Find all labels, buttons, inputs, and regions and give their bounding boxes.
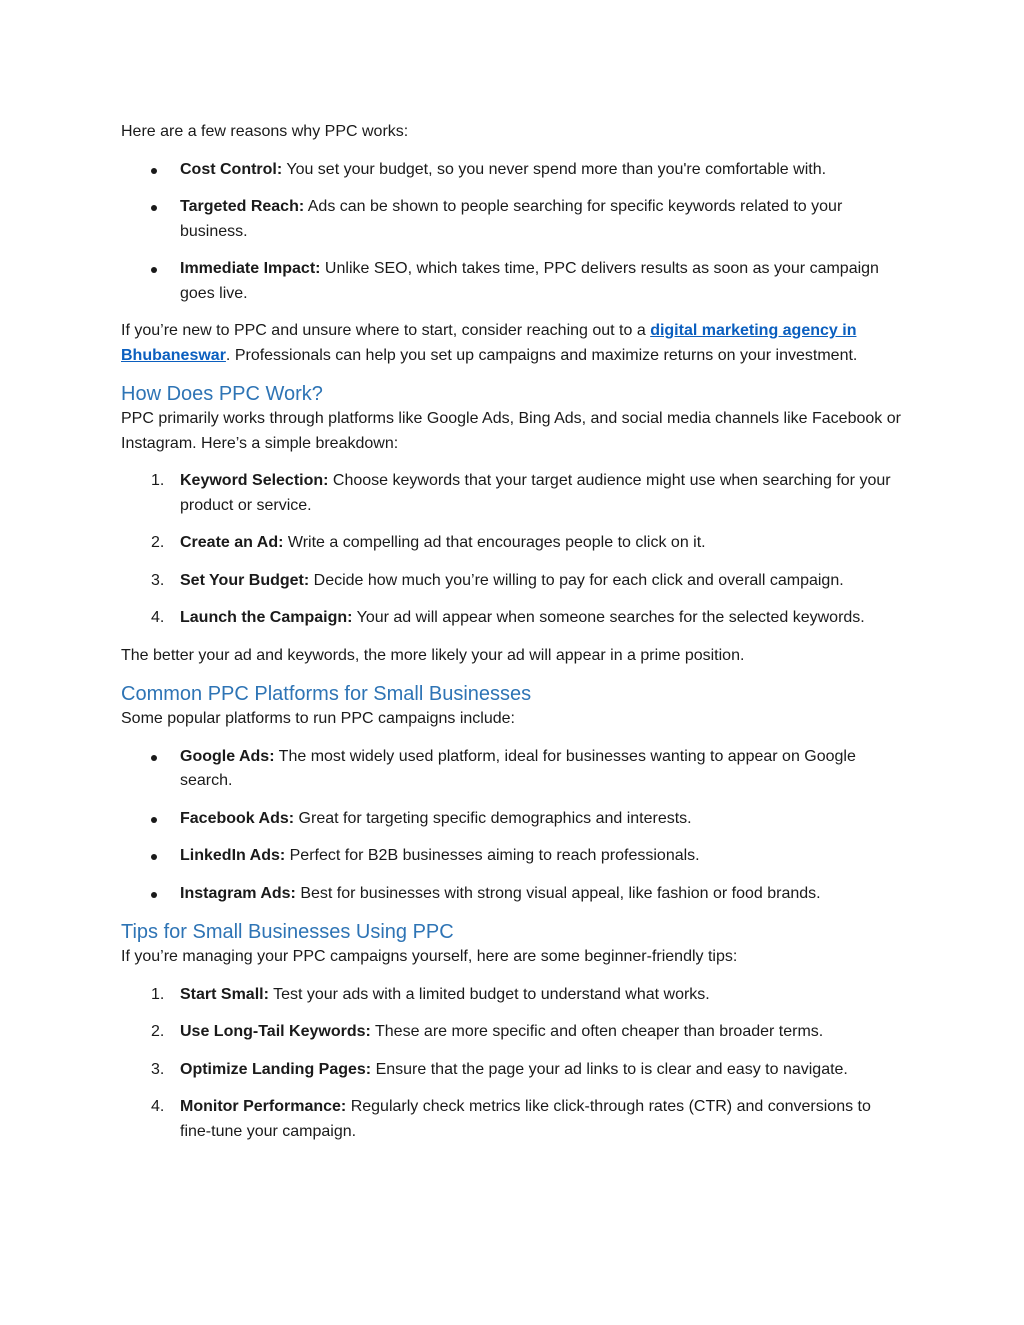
item-term: Targeted Reach:: [180, 198, 305, 215]
list-item: [121, 158, 903, 183]
item-term: Monitor Performance:: [180, 1098, 347, 1115]
item-term: LinkedIn Ads:: [180, 847, 286, 864]
platforms-intro: Some popular platforms to run PPC campaigns include:: [121, 710, 515, 727]
agency-text-after: . Professionals can help you set up campaigns and maximize returns on your investment.: [225, 346, 858, 364]
bullet-icon: [151, 168, 157, 174]
tips-intro: If you’re managing your PPC campaigns yourself, here are some beginner-friendly tips:: [121, 948, 738, 965]
agency-text-before: If you’re new to PPC and unsure where to start, consider reaching out to a: [121, 322, 651, 339]
item-text: The most widely used platform, ideal for businesses wanting to appear on Google search.: [180, 747, 856, 789]
item-term: Keyword Selection:: [180, 472, 329, 489]
list-item: [121, 1058, 903, 1083]
list-item: [121, 257, 903, 306]
item-text: Test your ads with a limited budget to understand what works.: [268, 985, 710, 1003]
agency-link[interactable]: digital marketing agency in Bhubaneswar: [121, 322, 857, 364]
how-outro: The better your ad and keywords, the more likely your ad will appear in a prime position.: [121, 646, 745, 664]
section-heading-tips: Tips for Small Businesses Using PPC: [121, 921, 454, 943]
item-text: You set your budget, so you never spend more than you're comfortable with.: [282, 160, 827, 178]
item-text: These are more specific and often cheaper than broader terms.: [370, 1023, 824, 1040]
item-number: 2.: [151, 1023, 165, 1040]
item-term: Cost Control:: [180, 160, 283, 178]
list-item: [121, 807, 903, 832]
item-number: 1.: [151, 985, 165, 1003]
item-text: Write a compelling ad that encourages people to click on it.: [283, 534, 706, 551]
item-text: Choose keywords that your target audience might use when searching for your product or service.: [180, 472, 891, 514]
item-term: Optimize Landing Pages:: [180, 1060, 372, 1078]
agency-paragraph: [121, 319, 903, 368]
section-heading-how: How Does PPC Work?: [121, 383, 323, 405]
item-term: Set Your Budget:: [180, 571, 310, 589]
item-term: Create an Ad:: [180, 534, 284, 551]
bullet-icon: [151, 267, 157, 273]
list-item: [121, 745, 903, 794]
platforms-list: [121, 745, 903, 907]
item-number: 4.: [151, 1098, 165, 1115]
list-item: [121, 606, 903, 631]
item-text: Your ad will appear when someone searches for the selected keywords.: [352, 609, 865, 626]
item-number: 2.: [151, 534, 165, 551]
bullet-icon: [151, 854, 157, 860]
bullet-icon: [151, 892, 157, 898]
item-term: Start Small:: [180, 985, 269, 1003]
item-term: Google Ads:: [180, 747, 275, 765]
item-number: 1.: [151, 472, 165, 489]
item-text: Great for targeting specific demographics and interests.: [294, 809, 692, 827]
item-number: 4.: [151, 609, 165, 626]
reasons-list: [121, 158, 903, 307]
item-number: 3.: [151, 1060, 165, 1078]
item-term: Facebook Ads:: [180, 809, 295, 827]
list-item: [121, 469, 903, 518]
item-text: Best for businesses with strong visual appeal, like fashion or food brands.: [295, 884, 821, 902]
list-item: [121, 882, 903, 907]
list-item: [121, 983, 903, 1008]
list-item: [121, 1020, 903, 1045]
list-item: [121, 844, 903, 869]
list-item: [121, 531, 903, 556]
section-heading-platforms: Common PPC Platforms for Small Businesses: [121, 683, 532, 705]
steps-list: [121, 469, 903, 631]
item-text: Ensure that the page your ad links to is clear and easy to navigate.: [371, 1060, 848, 1078]
tips-list: [121, 983, 903, 1145]
item-text: Ads can be shown to people searching for specific keywords related to your business.: [180, 198, 843, 240]
list-item: [121, 569, 903, 594]
item-text: Unlike SEO, which takes time, PPC delivers results as soon as your campaign goes live.: [180, 260, 879, 302]
item-term: Instagram Ads:: [180, 884, 296, 902]
bullet-icon: [151, 755, 157, 761]
document-page: [121, 120, 903, 1157]
item-text: Perfect for B2B businesses aiming to reach professionals.: [285, 847, 700, 864]
reasons-intro: Here are a few reasons why PPC works:: [121, 123, 409, 140]
list-item: [121, 1095, 903, 1144]
bullet-icon: [151, 817, 157, 823]
item-text: Regularly check metrics like click-through rates (CTR) and conversions to fine-tune your campaign.: [180, 1098, 871, 1140]
list-item: [121, 195, 903, 244]
item-term: Immediate Impact:: [180, 260, 321, 277]
item-text: Decide how much you’re willing to pay for each click and overall campaign.: [309, 571, 844, 589]
item-term: Use Long-Tail Keywords:: [180, 1023, 371, 1040]
bullet-icon: [151, 205, 157, 211]
item-term: Launch the Campaign:: [180, 609, 353, 626]
item-number: 3.: [151, 571, 165, 589]
how-intro: PPC primarily works through platforms like Google Ads, Bing Ads, and social media channels like Facebook or Instagram. Here’s a simple breakdown:: [121, 410, 901, 452]
